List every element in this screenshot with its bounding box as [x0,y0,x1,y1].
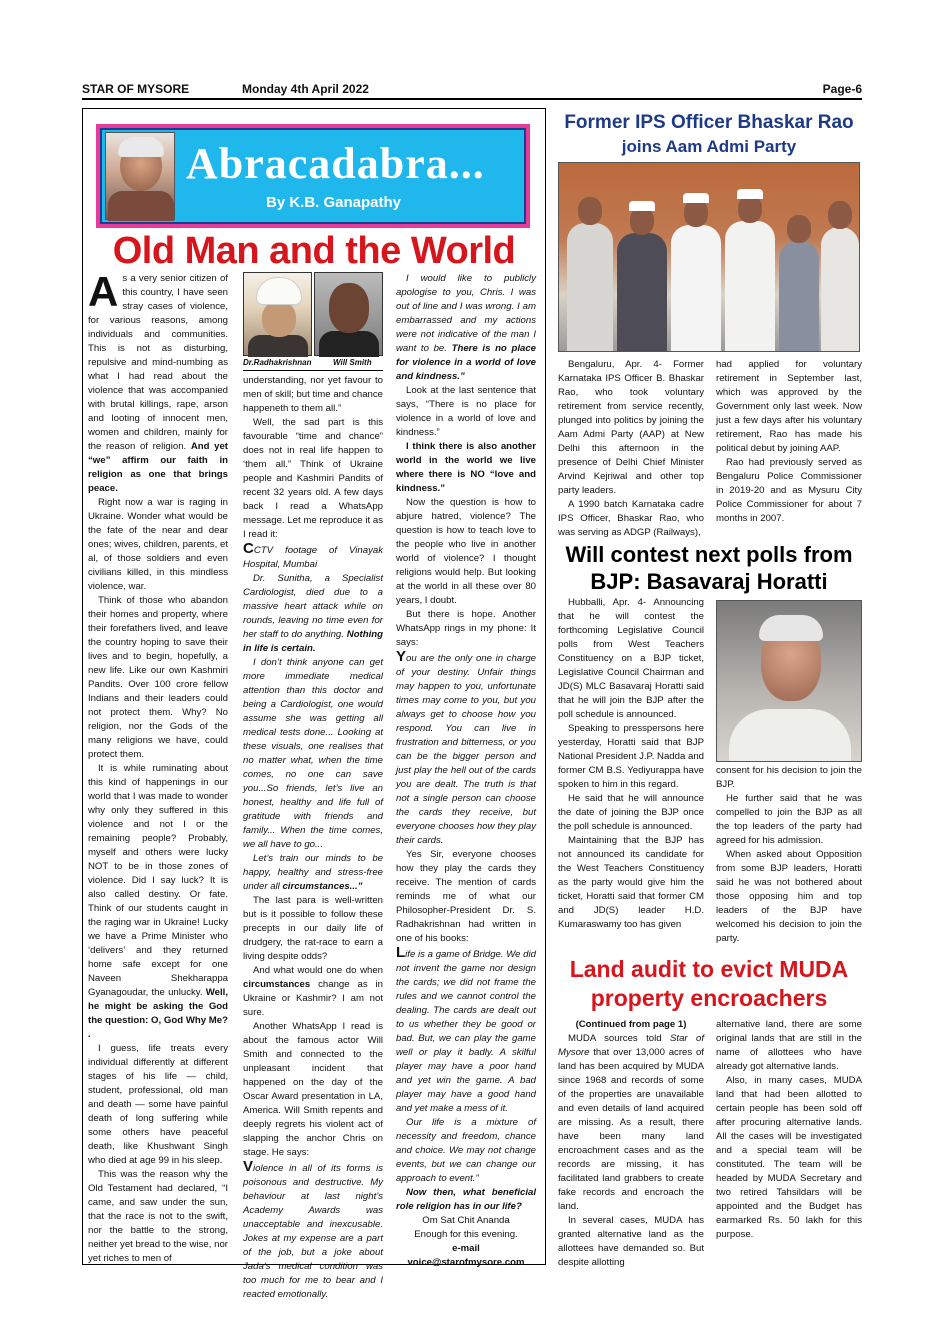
person-figure [779,241,819,351]
muda-column-1 [558,1018,704,1270]
article-column-2 [243,374,383,1302]
radhakrishnan-photo [243,272,312,356]
rao-subheadline: joins Aam Admi Party [621,137,797,156]
headline-line: BJP: Basavaraj Horatti [590,569,828,594]
paragraph: Bengaluru, Apr. 4- Former Karnataka IPS Officer B. Bhaskar Rao, who took voluntary retirement from service recently, plunged into politics by joining the Aam Admi Party (AAP) at New Delhi this afternoon in the presence of Delhi Chief Minister Arvind Kejriwal and other top party leaders. [558,359,704,496]
paragraph-italic: ou are the only one in charge of your destiny. Unfair things may happen to you, unfortunate times may come to you, but you always get to choose how you respond. You can live in frustration and bitterness, or you can be the bigger person and just play the hell out of the cards you are dealt. The truth is that not a single person can choose the cards they receive, but everyone chooses how they play their cards. [396,653,536,846]
rao-column-2 [716,358,862,526]
paragraph: had applied for voluntary retirement in September last, which was approved by the Government only last week. Now just a few days after his voluntary retirement, Rao has made his political debut by joining AAP. [716,359,862,454]
paragraph-text: It is while ruminating about this kind of happenings in our world that I was made to wonder why only they suffered in this violence and not I or the remaining people? Probably, myself and others were lucky NOT to be in those zones of violence. Did I say luck? It is also called destiny. Or fate. Think of our students caught in the raging war in Ukraine! Lucky we have a Prime Minister who ‘delivers’ and they returned home safe except for one Naveen Shekharappa Gyanagoudar, the unlucky. [88,763,228,998]
paragraph-text: that over 13,000 acres of land has been acquired by MUDA since 1968 and records of some of the properties are unavailable and even details of land acquired are missing. As a result, there have been many land encroachment cases and as the records are missing, it has facilitated land grabbers to create fake records and encroach the land. [558,1047,704,1212]
article-column-3 [396,272,536,1270]
paragraph [558,1032,704,1214]
paragraph-italic: CTV footage of Vinayak Hospital, Mumbai [243,545,383,570]
person-figure [671,225,721,351]
paragraph: Another WhatsApp I read is about the famous actor Will Smith and connected to the unpleasant incident that happened on the day of the Oscar Award presentation in LA, America. Will Smith repents and deeply regrets his violent act of slapping the anchor Chris on stage. He says: [243,1021,383,1158]
paragraph [396,1186,536,1214]
paragraph-text: And what would one do when [253,965,383,976]
aap-group-photo [558,162,860,352]
paragraph: understanding, nor yet favour to men of skill; but time and chance happeneth to them all.” [243,375,383,414]
paragraph: In several cases, MUDA has granted alternative land as the allottees have demanded so. But despite allotting [558,1215,704,1268]
horatti-column-1 [558,596,704,932]
muda-headline [556,955,862,1013]
horatti-photo [716,600,862,762]
paragraph [243,542,383,572]
paragraph: The last para is well-written but is it possible to follow these precepts in our daily life of drudgery, the rat-race to earn a living despite odds? [243,895,383,962]
email-address[interactable]: voice@starofmysore.com [407,1257,525,1268]
issue-date: Monday 4th April 2022 [242,82,369,96]
column-byline: By K.B. Ganapathy [266,194,402,211]
will-smith-photo [314,272,383,356]
paragraph-text: s a very senior citizen of this country, I have seen stray cases of violence, for various reasons, among individuals and communities. This is not as disturbing, repulsive and mind-numbing as what I had read about the violence that was accompanied with brutal killings, rape, arson and looting of innocent men, women and children, mainly for the reason of religion. [88,273,228,452]
paragraph: Maintaining that the BJP has not announced its candidate for the West Teachers Constituency as the party would give him the ticket, Horatti said that former CM and JD(S) leader H.D. Kumaraswamy too has given [558,835,704,930]
paragraph-italic: I don’t think anyone can get more immediate medical attention than this doctor and being a Cardiologist, one would assume she was getting all medical tests done... Looking at these visuals, one realises that no matter what, when the time comes, no one can save you...So friends, let’s live an honest, healthy and life full of gratitude with friends and family... When the time comes, we all have to go... [243,657,383,850]
sign-off-line: Enough for this evening. [414,1229,518,1240]
person-figure [617,233,667,351]
rao-headline: Former IPS Officer Bhaskar Rao [564,112,854,133]
paragraph-bold-italic: circumstances...” [282,881,363,892]
paragraph: A 1990 batch Karnataka cadre IPS Officer, Bhaskar Rao, who was serving as ADGP (Railways), [558,499,704,538]
paragraph: Yes Sir, everyone chooses how they play the cards they receive. The mention of cards reminds me of what our Philosopher-President Dr. S. Radhakrishnan had written in one of his books: [396,849,536,944]
paragraph-italic: iolence in all of its forms is poisonous and destructive. My behaviour at last night’s Academy Awards was unacceptable and inexcusable. Jokes at my expense are a part of the job, but a joke about Jada’s medical condition was too much for me to bear and I reacted emotionally. [243,1163,383,1300]
paragraph-text: change as in Ukraine or Kashmir? I am not sure. [243,979,383,1018]
horatti-headline [556,541,862,595]
paragraph: Hubballi, Apr. 4- Announcing that he will contest the forthcoming Legislative Council polls from West Teachers Constituency on a BJP ticket, Legislative Council Chairman and JD(S) MLC Basavaraj Horatti said that he will join the BJP after the poll schedule is announced. [558,597,704,720]
continued-note: (Continued from page 1) [575,1019,687,1030]
paragraph: I guess, life treats every individual differently at different stages of his life — child, student, professional, old man and death — some have painful death of long suffering while some others have peaceful death, like Khushwant Singh who died at age 99 in his sleep. [88,1043,228,1166]
paragraph-bold-italic: Nothing in life is certain. [243,629,383,654]
paragraph [243,656,383,852]
paragraph: Now the question is how to abjure hatred, violence? The question is how to teach love to the people who live in another world of violence? I thought religions would help. But looking at the world in all these over 80 years, I doubt. [396,497,536,606]
paragraph: Think of those who abandon their homes and property, where their forefathers lived, and leave the country hoping to save their lives and to begin, hopefully, a new life. Like our own Kashmiri Pandits. Over 100 crore fellow Indians and their leaders could not protect them. Why? No religion, nor the Gods of the many religions we have, could protect them. [88,595,228,760]
paragraph: Also, in many cases, MUDA land that had been allotted to certain people has been sold off after procuring alternative lands. All the cases will be investigated and a special team will be constituted. The team will be headed by MUDA Secretary and two retired Tahsildars will be appointed and the Budget has earmarked Rs. 50 lakh for this purpose. [716,1075,862,1240]
paragraph-bold-italic: Now then, what beneficial role religion has in our life? [396,1187,536,1212]
sign-off-line: Om Sat Chit Ananda [422,1215,510,1226]
headline-line: Will contest next polls from [565,542,853,567]
paragraph [243,964,383,1020]
quote-cap: Y [396,648,407,665]
quote-cap: V [243,1158,254,1175]
quote-cap: C [243,540,254,557]
paragraph-italic: Our life is a mixture of necessity and freedom, chance and choice. We may not change events, but we can change our approach to event.” [396,1117,536,1184]
column-title: Abracadabra... [186,139,485,188]
person-figure [567,223,613,351]
paragraph-text: MUDA sources told [568,1033,670,1044]
paragraph-bold: And yet “we” affirm our faith in religion as one that brings peace. [88,441,228,494]
paragraph-bold: Well, he might be asking the God the question: O, God Why Me? . [88,987,228,1040]
paragraph-italic: Dr. Sunitha, a Specialist Cardiologist, died due to a massive heart attack while on rounds, leaving no time even for her staff to do anything. [243,573,383,640]
paper-name-italic: Star of Mysore [558,1033,704,1058]
caption-radhakrishnan: Dr.Radhakrishnan [243,358,312,367]
paragraph [243,852,383,894]
paragraph [243,572,383,656]
horatti-column-2 [716,764,862,946]
masthead [82,80,862,100]
headline-line: property encroachers [590,985,828,1011]
caption-rule [243,370,383,371]
paragraph: Rao had previously served as Bengaluru Police Commissioner in 2019-20 and as Mysuru City Police Commissioner for about 7 months in 2007. [716,457,862,524]
paragraph-bold-italic: There is no place for violence in a world of love and kindness.” [396,343,536,382]
paragraph-bold: circumstances [243,979,311,990]
paragraph: Well, the sad part is this favourable “time and chance” does not in real life happen to ‘them all.” Think of Ukraine people and Kashmiri Pandits of recent 32 years old. A few days back I read a WhatsApp message. Let me reproduce it as I read it: [243,417,383,540]
paragraph [88,762,228,1042]
paragraph: He said that he will announce the date of joining the BJP once the poll schedule is announced. [558,793,704,832]
page-number: Page-6 [822,82,862,96]
headline-line: Land audit to evict MUDA [569,956,849,982]
person-figure [821,227,859,351]
paragraph: Right now a war is raging in Ukraine. Wonder what would be the fate of the near and dear ones; wives, children, parents, et al, of those soldiers and even civilians killed, in this mindless violence, war. [88,497,228,592]
author-photo [105,132,175,220]
paragraph-bold: I think there is also another world in the world we live where there is NO “love and kindness.” [396,441,536,494]
paragraph: But there is hope. Another WhatsApp rings in my phone: It says: [396,609,536,648]
drop-cap: A [88,268,119,315]
paragraph [396,650,536,848]
caption-will-smith: Will Smith [333,358,372,367]
muda-column-2 [716,1018,862,1242]
article-column-1 [88,268,228,1266]
email-label: e-mail [452,1243,480,1254]
paragraph [396,440,536,496]
paragraph [396,946,536,1116]
paragraph-italic: Let’s train our minds to be happy, healthy and stress-free under all [243,853,383,892]
quote-cap: L [396,944,406,961]
paragraph: This was the reason why the Old Testament had declared, “I came, and saw under the sun, that the race is not to the swift, nor the battle to the strong, neither yet bread to the wise, nor yet riches to men of [88,1169,228,1264]
paragraph-italic: I would like to publicly apologise to you, Chris. I was out of line and I was wrong. I am embarrassed and my actions were not indicative of the man I want to be. [396,273,536,354]
person-figure [725,221,775,351]
portrait-photos [243,272,383,356]
paper-name: STAR OF MYSORE [82,82,190,96]
paragraph [243,1160,383,1302]
paragraph [396,1116,536,1186]
paragraph: alternative land, there are some original lands that are still in the name of allottees who have already got alternative lands. [716,1019,862,1072]
paragraph [396,272,536,384]
paragraph: When asked about Opposition from some BJP leaders, Horatti said he was not bothered about those opposing him and top leaders of the BJP have welcomed his decision to join the party. [716,849,862,944]
article-headline: Old Man and the World [112,230,516,272]
rao-column-1 [558,358,704,540]
paragraph: Speaking to presspersons here yesterday, Horatti said that BJP National President J.P. Nadda and former CM B.S. Yediyurappa have spoken to him in this regard. [558,723,704,790]
paragraph: He further said that he was compelled to join the BJP as all the top leaders of the party had agreed for his admission. [716,793,862,846]
paragraph: Look at the last sentence that says, “There is no place for violence in a world of love and kindness.” [396,385,536,438]
paragraph: consent for his decision to join the BJP. [716,765,862,790]
paragraph [88,268,228,496]
paragraph-italic: ife is a game of Bridge. We did not invent the game nor design the cards; we did not frame the rules and we cannot control the dealing. The cards are dealt out to us whether they be good or bad. But, we can play the game well or play it badly. A skilful player may have a poor hand and yet win the game. A bad player may have a good hand and yet make a mess of it. [396,949,536,1114]
